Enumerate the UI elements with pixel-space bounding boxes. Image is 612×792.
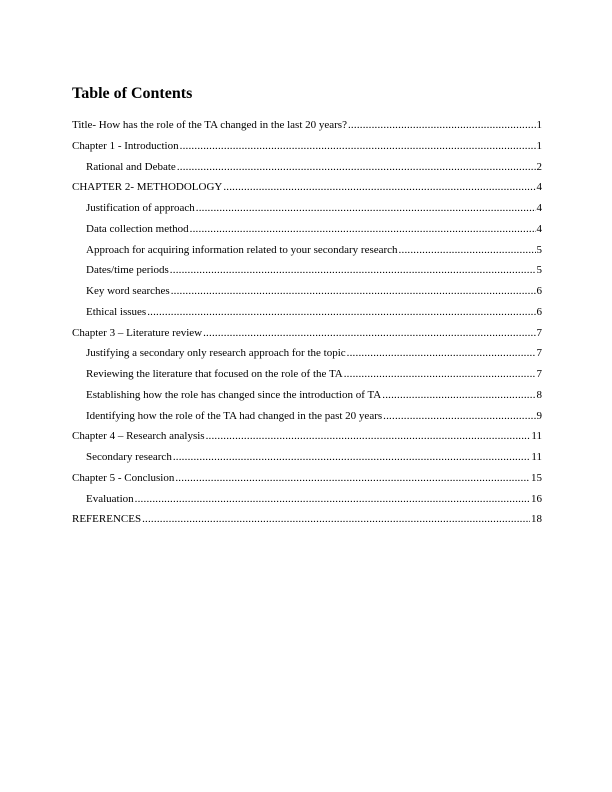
toc-entry[interactable] — [72, 406, 542, 427]
toc-dot-leader — [135, 489, 530, 510]
toc-entry-text[interactable]: Ethical issues — [86, 305, 147, 318]
toc-dot-leader — [180, 136, 536, 157]
toc-page-number[interactable]: 9 — [536, 409, 542, 422]
toc-dot-leader — [399, 240, 536, 261]
toc-entry-text[interactable]: Justifying a secondary only research approach for the topic — [86, 347, 346, 360]
toc-entry[interactable] — [72, 240, 542, 261]
toc-entry-text[interactable]: Identifying how the role of the TA had changed in the past 20 years — [86, 409, 383, 422]
toc-list — [72, 115, 542, 530]
toc-entry[interactable] — [72, 323, 542, 344]
toc-entry-text[interactable]: Approach for acquiring information related to your secondary research — [86, 243, 398, 256]
toc-dot-leader — [170, 260, 536, 281]
toc-entry[interactable] — [72, 302, 542, 323]
toc-page-number[interactable]: 8 — [536, 388, 542, 401]
toc-entry[interactable] — [72, 198, 542, 219]
toc-dot-leader — [190, 219, 536, 240]
toc-page-number[interactable]: 5 — [536, 243, 542, 256]
toc-dot-leader — [203, 323, 535, 344]
toc-entry-text[interactable]: Establishing how the role has changed since the introduction of TA — [86, 388, 382, 401]
toc-entry[interactable] — [72, 157, 542, 178]
toc-entry-text[interactable]: Key word searches — [86, 285, 170, 297]
toc-dot-leader — [142, 509, 530, 530]
toc-page-number[interactable]: 18 — [531, 513, 542, 526]
toc-entry[interactable] — [72, 385, 542, 406]
toc-dot-leader — [347, 343, 536, 364]
toc-dot-leader — [382, 385, 535, 406]
toc-entry-text[interactable]: Dates/time periods — [86, 264, 169, 277]
toc-page-number[interactable]: 7 — [536, 368, 542, 380]
toc-entry[interactable] — [72, 177, 542, 198]
toc-page-number[interactable]: 7 — [536, 347, 542, 360]
toc-entry-text[interactable]: Rational and Debate — [86, 160, 176, 173]
toc-entry-text[interactable]: Chapter 4 – Research analysis — [72, 430, 205, 443]
toc-entry-text[interactable]: CHAPTER 2- METHODOLOGY — [72, 181, 223, 194]
toc-page-number[interactable]: 2 — [536, 160, 542, 173]
toc-page-number[interactable]: 11 — [531, 451, 542, 463]
toc-entry-text[interactable]: Reviewing the literature that focused on the role of the TA — [86, 368, 343, 380]
toc-page-number[interactable]: 15 — [531, 471, 542, 484]
toc-page-number[interactable]: 7 — [536, 326, 542, 339]
toc-entry[interactable] — [72, 343, 542, 364]
toc-page-number[interactable]: 4 — [536, 222, 542, 235]
toc-dot-leader — [206, 426, 531, 447]
toc-entry-text[interactable]: Title- How has the role of the TA changed in the last 20 years? — [72, 119, 347, 131]
toc-page-number[interactable]: 16 — [531, 492, 542, 505]
toc-page-number[interactable]: 6 — [536, 285, 542, 297]
toc-dot-leader — [344, 364, 536, 385]
toc-entry[interactable] — [72, 426, 542, 447]
toc-entry-text[interactable]: REFERENCES — [72, 513, 142, 526]
toc-page-number[interactable]: 1 — [536, 139, 542, 152]
toc-entry-text[interactable]: Evaluation — [86, 492, 134, 505]
toc-entry-text[interactable]: Chapter 1 - Introduction — [72, 139, 179, 152]
toc-entry[interactable] — [72, 219, 542, 240]
toc-entry[interactable] — [72, 136, 542, 157]
toc-entry[interactable] — [72, 509, 542, 530]
toc-dot-leader — [223, 177, 535, 198]
toc-entry-text[interactable]: Chapter 3 – Literature review — [72, 326, 203, 339]
toc-dot-leader — [147, 302, 535, 323]
toc-entry[interactable] — [72, 260, 542, 281]
toc-entry[interactable] — [72, 468, 542, 489]
toc-dot-leader — [175, 468, 530, 489]
toc-dot-leader — [177, 157, 536, 178]
toc-entry[interactable] — [72, 447, 542, 468]
toc-entry-text[interactable]: Justification of approach — [86, 202, 195, 214]
toc-page-number[interactable]: 5 — [536, 264, 542, 277]
toc-dot-leader — [171, 281, 536, 302]
toc-page-number[interactable]: 11 — [531, 430, 542, 443]
toc-entry-text[interactable]: Secondary research — [86, 451, 172, 463]
toc-dot-leader — [173, 447, 531, 468]
toc-entry-text[interactable]: Chapter 5 - Conclusion — [72, 471, 175, 484]
toc-entry[interactable] — [72, 364, 542, 385]
toc-page-number[interactable]: 6 — [536, 305, 542, 318]
toc-entry-text[interactable]: Data collection method — [86, 222, 189, 235]
toc-entry[interactable] — [72, 115, 542, 136]
toc-page-number[interactable]: 1 — [536, 119, 542, 131]
toc-entry[interactable] — [72, 281, 542, 302]
toc-dot-leader — [196, 198, 536, 219]
toc-dot-leader — [348, 115, 536, 136]
toc-entry[interactable] — [72, 489, 542, 510]
toc-page-number[interactable]: 4 — [536, 202, 542, 214]
toc-title: Table of Contents — [72, 85, 193, 102]
toc-page-number[interactable]: 4 — [536, 181, 542, 194]
toc-dot-leader — [383, 406, 535, 427]
